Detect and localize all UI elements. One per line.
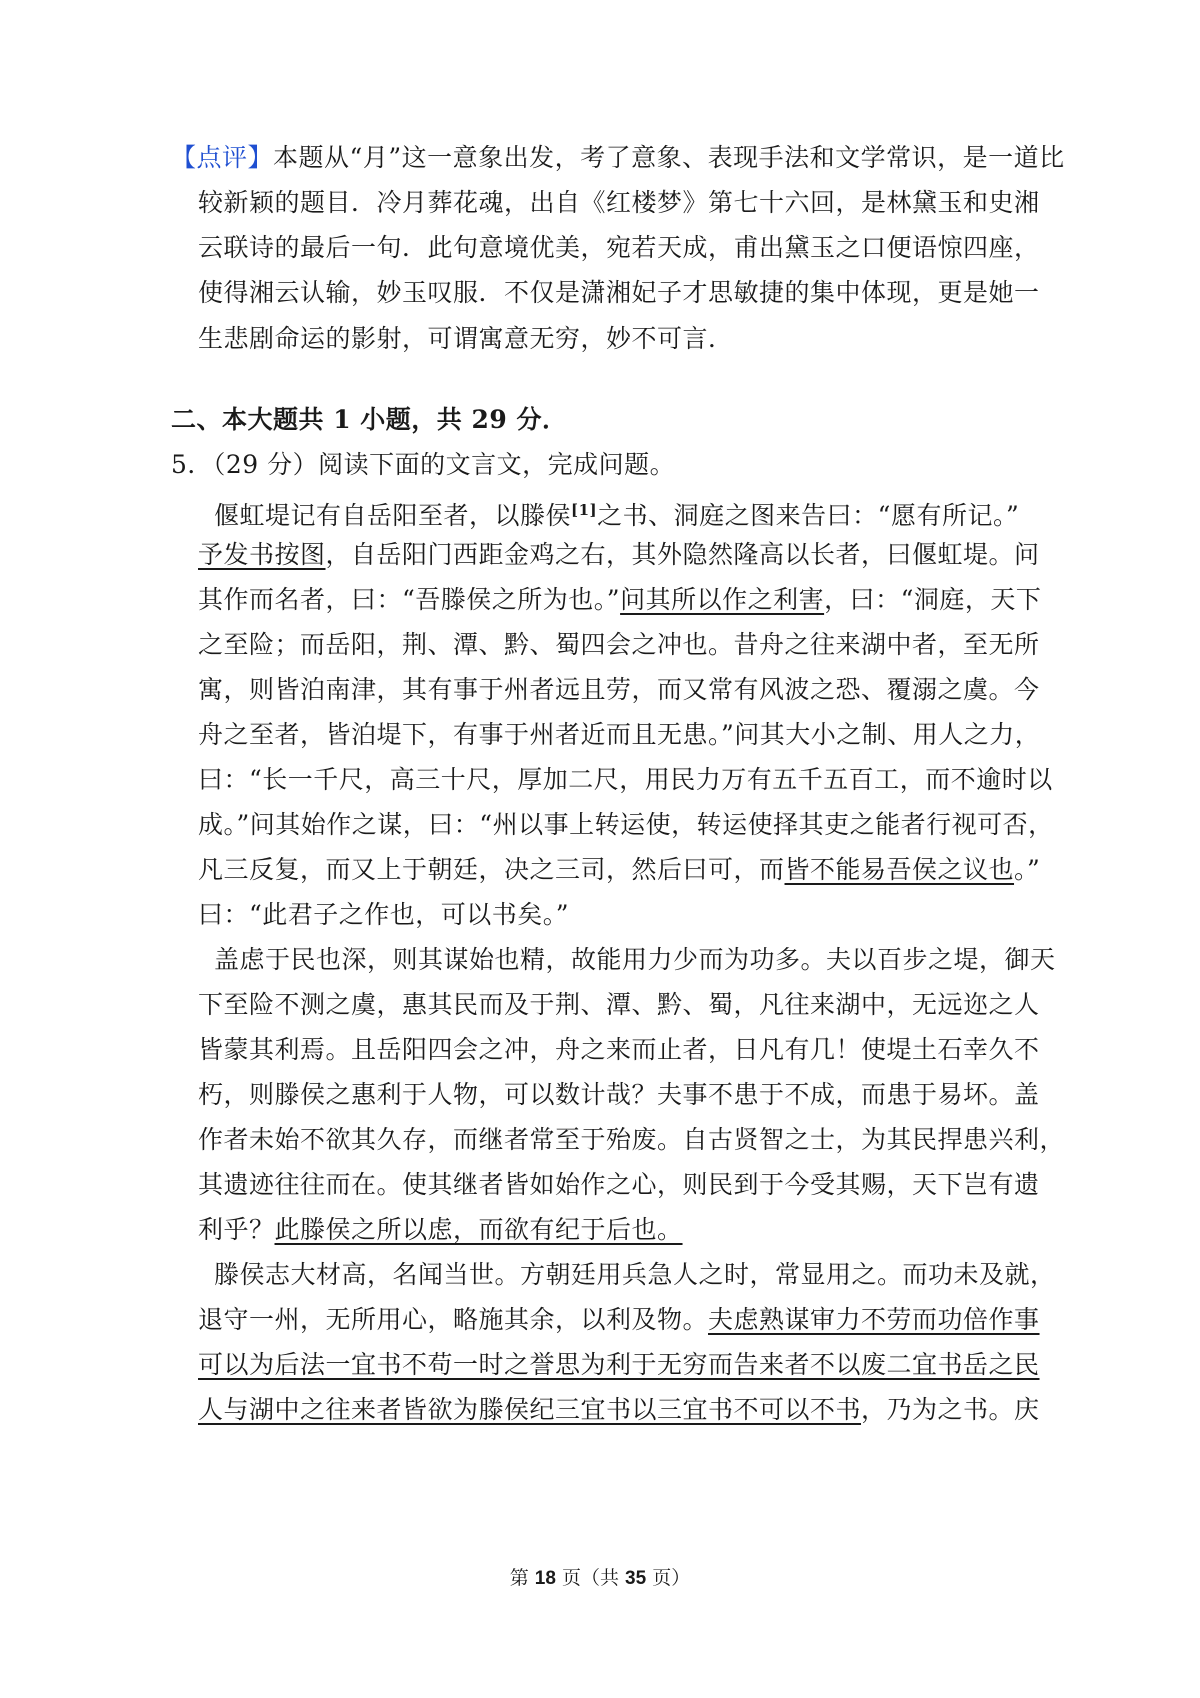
p2-line-7 <box>198 1210 683 1250</box>
p1-line-10: 曰：“此君子之作也，可以书矣。” <box>198 900 570 929</box>
text-run: 退守一州，无所用心，略施其余，以利及物。 <box>198 1305 709 1334</box>
footer-middle: 页（共 <box>561 1567 619 1589</box>
p1-line-5: 寓，则皆泊南津，其有事于州者远且劳，而又常有风波之恐、覆溺之虞。今 <box>198 675 1040 704</box>
p1-line-7: 曰：“长一千尺，高三十尺，厚加二尺，用民力万有五千五百工，而不逾时以 <box>198 765 1053 794</box>
comment-tag-close: 】 <box>247 143 274 172</box>
p1-line-6: 舟之至者，皆泊堤下，有事于州者近而且无患。”问其大小之制、用人之力， <box>198 720 1041 749</box>
footer-suffix: 页） <box>652 1567 691 1589</box>
underlined-phrase: 此滕侯之所以虑，而欲有纪于后也。 <box>274 1215 683 1244</box>
underlined-phrase: 予发书按图 <box>198 540 326 569</box>
comment-tag-label: 点评 <box>196 143 248 172</box>
p3-line-3 <box>198 1345 1040 1385</box>
p3-line-4 <box>198 1390 1040 1430</box>
text-run: ，曰：“洞庭，天下 <box>824 585 1042 614</box>
comment-line-4: 使得湘云认输，妙玉叹服．不仅是潇湘妃子才思敏捷的集中体现，更是她一 <box>198 278 1040 307</box>
footer-total-pages: 35 <box>625 1568 647 1589</box>
text-run: ，乃为之书。庆 <box>861 1395 1040 1424</box>
page-footer <box>0 1566 1200 1591</box>
p3-line-2 <box>198 1300 1040 1340</box>
text-run: 之书、洞庭之图来告曰：“愿有所记。” <box>597 501 1020 530</box>
footnote-marker: [1] <box>571 501 598 519</box>
p2-line-1: 盖虑于民也深，则其谋始也精，故能用力少而为功多。夫以百步之堤，御天 <box>214 945 1056 974</box>
comment-line-3: 云联诗的最后一句．此句意境优美，宛若天成，甫出黛玉之口便语惊四座， <box>198 233 1040 262</box>
comment-line-1 <box>171 138 1065 178</box>
p2-line-6: 其遗迹往往而在。使其继者皆如始作之心，则民到于今受其赐，天下岂有遗 <box>198 1170 1040 1199</box>
p1-line-9 <box>198 850 1040 890</box>
p1-line-1 <box>214 490 1019 536</box>
section-heading: 二、本大题共 1 小题，共 29 分． <box>171 405 568 434</box>
text-run: 凡三反复，而又上于朝廷，决之三司，然后曰可，而 <box>198 855 785 884</box>
p2-line-2: 下至险不测之虞，惠其民而及于荆、潭、黔、蜀，凡往来湖中，无远迩之人 <box>198 990 1040 1019</box>
text-run: 偃虹堤记有自岳阳至者，以滕侯 <box>214 501 572 530</box>
comment-line-2: 较新颖的题目．冷月葬花魂，出自《红楼梦》第七十六回，是林黛玉和史湘 <box>198 188 1040 217</box>
p1-line-4: 之至险；而岳阳，荆、潭、黔、蜀四会之冲也。昔舟之往来湖中者，至无所 <box>198 630 1040 659</box>
p2-line-5: 作者未始不欲其久存，而继者常至于殆废。自古贤智之士，为其民捍患兴利， <box>198 1125 1066 1154</box>
comment-text: 本题从“月”这一意象出发，考了意象、表现手法和文学常识，是一道比 <box>273 143 1065 172</box>
footer-page-number: 18 <box>534 1568 556 1589</box>
footer-prefix: 第 <box>509 1567 529 1589</box>
p3-line-1: 滕侯志大材高，名闻当世。方朝廷用兵急人之时，常显用之。而功未及就， <box>214 1260 1056 1289</box>
underlined-phrase: 皆不能易吾侯之议也 <box>784 855 1015 884</box>
comment-line-5: 生悲剧命运的影射，可谓寓意无穷，妙不可言． <box>198 324 734 353</box>
underlined-phrase: 问其所以作之利害 <box>620 585 825 614</box>
p1-line-2 <box>198 535 1040 575</box>
text-run: 。” <box>1014 855 1041 884</box>
p2-line-3: 皆蒙其利焉。且岳阳四会之冲，舟之来而止者，日凡有几！使堤土石幸久不 <box>198 1035 1040 1064</box>
p1-line-8: 成。”问其始作之谋，曰：“州以事上转运使，转运使择其吏之能者行视可否， <box>198 810 1054 839</box>
underlined-phrase: 夫虑熟谋审力不劳而功倍作事 <box>708 1305 1040 1334</box>
text-run: ，自岳阳门西距金鸡之右，其外隐然隆高以长者，曰偃虹堤。问 <box>325 540 1040 569</box>
p2-line-4: 朽，则滕侯之惠利于人物，可以数计哉？夫事不患于不成，而患于易坏。盖 <box>198 1080 1040 1109</box>
text-run: 利乎？ <box>198 1215 275 1244</box>
question-stem: 5．（29 分）阅读下面的文言文，完成问题。 <box>171 450 676 479</box>
comment-tag-open: 【 <box>171 143 197 172</box>
text-run: 其作而名者，曰：“吾滕侯之所为也。” <box>198 585 621 614</box>
p1-line-3 <box>198 580 1041 620</box>
underlined-phrase: 人与湖中之往来者皆欲为滕侯纪三宜书以三宜书不可以不书 <box>198 1395 862 1424</box>
underlined-phrase: 可以为后法一宜书不苟一时之誉思为利于无穷而告来者不以废二宜书岳之民 <box>198 1350 1040 1379</box>
